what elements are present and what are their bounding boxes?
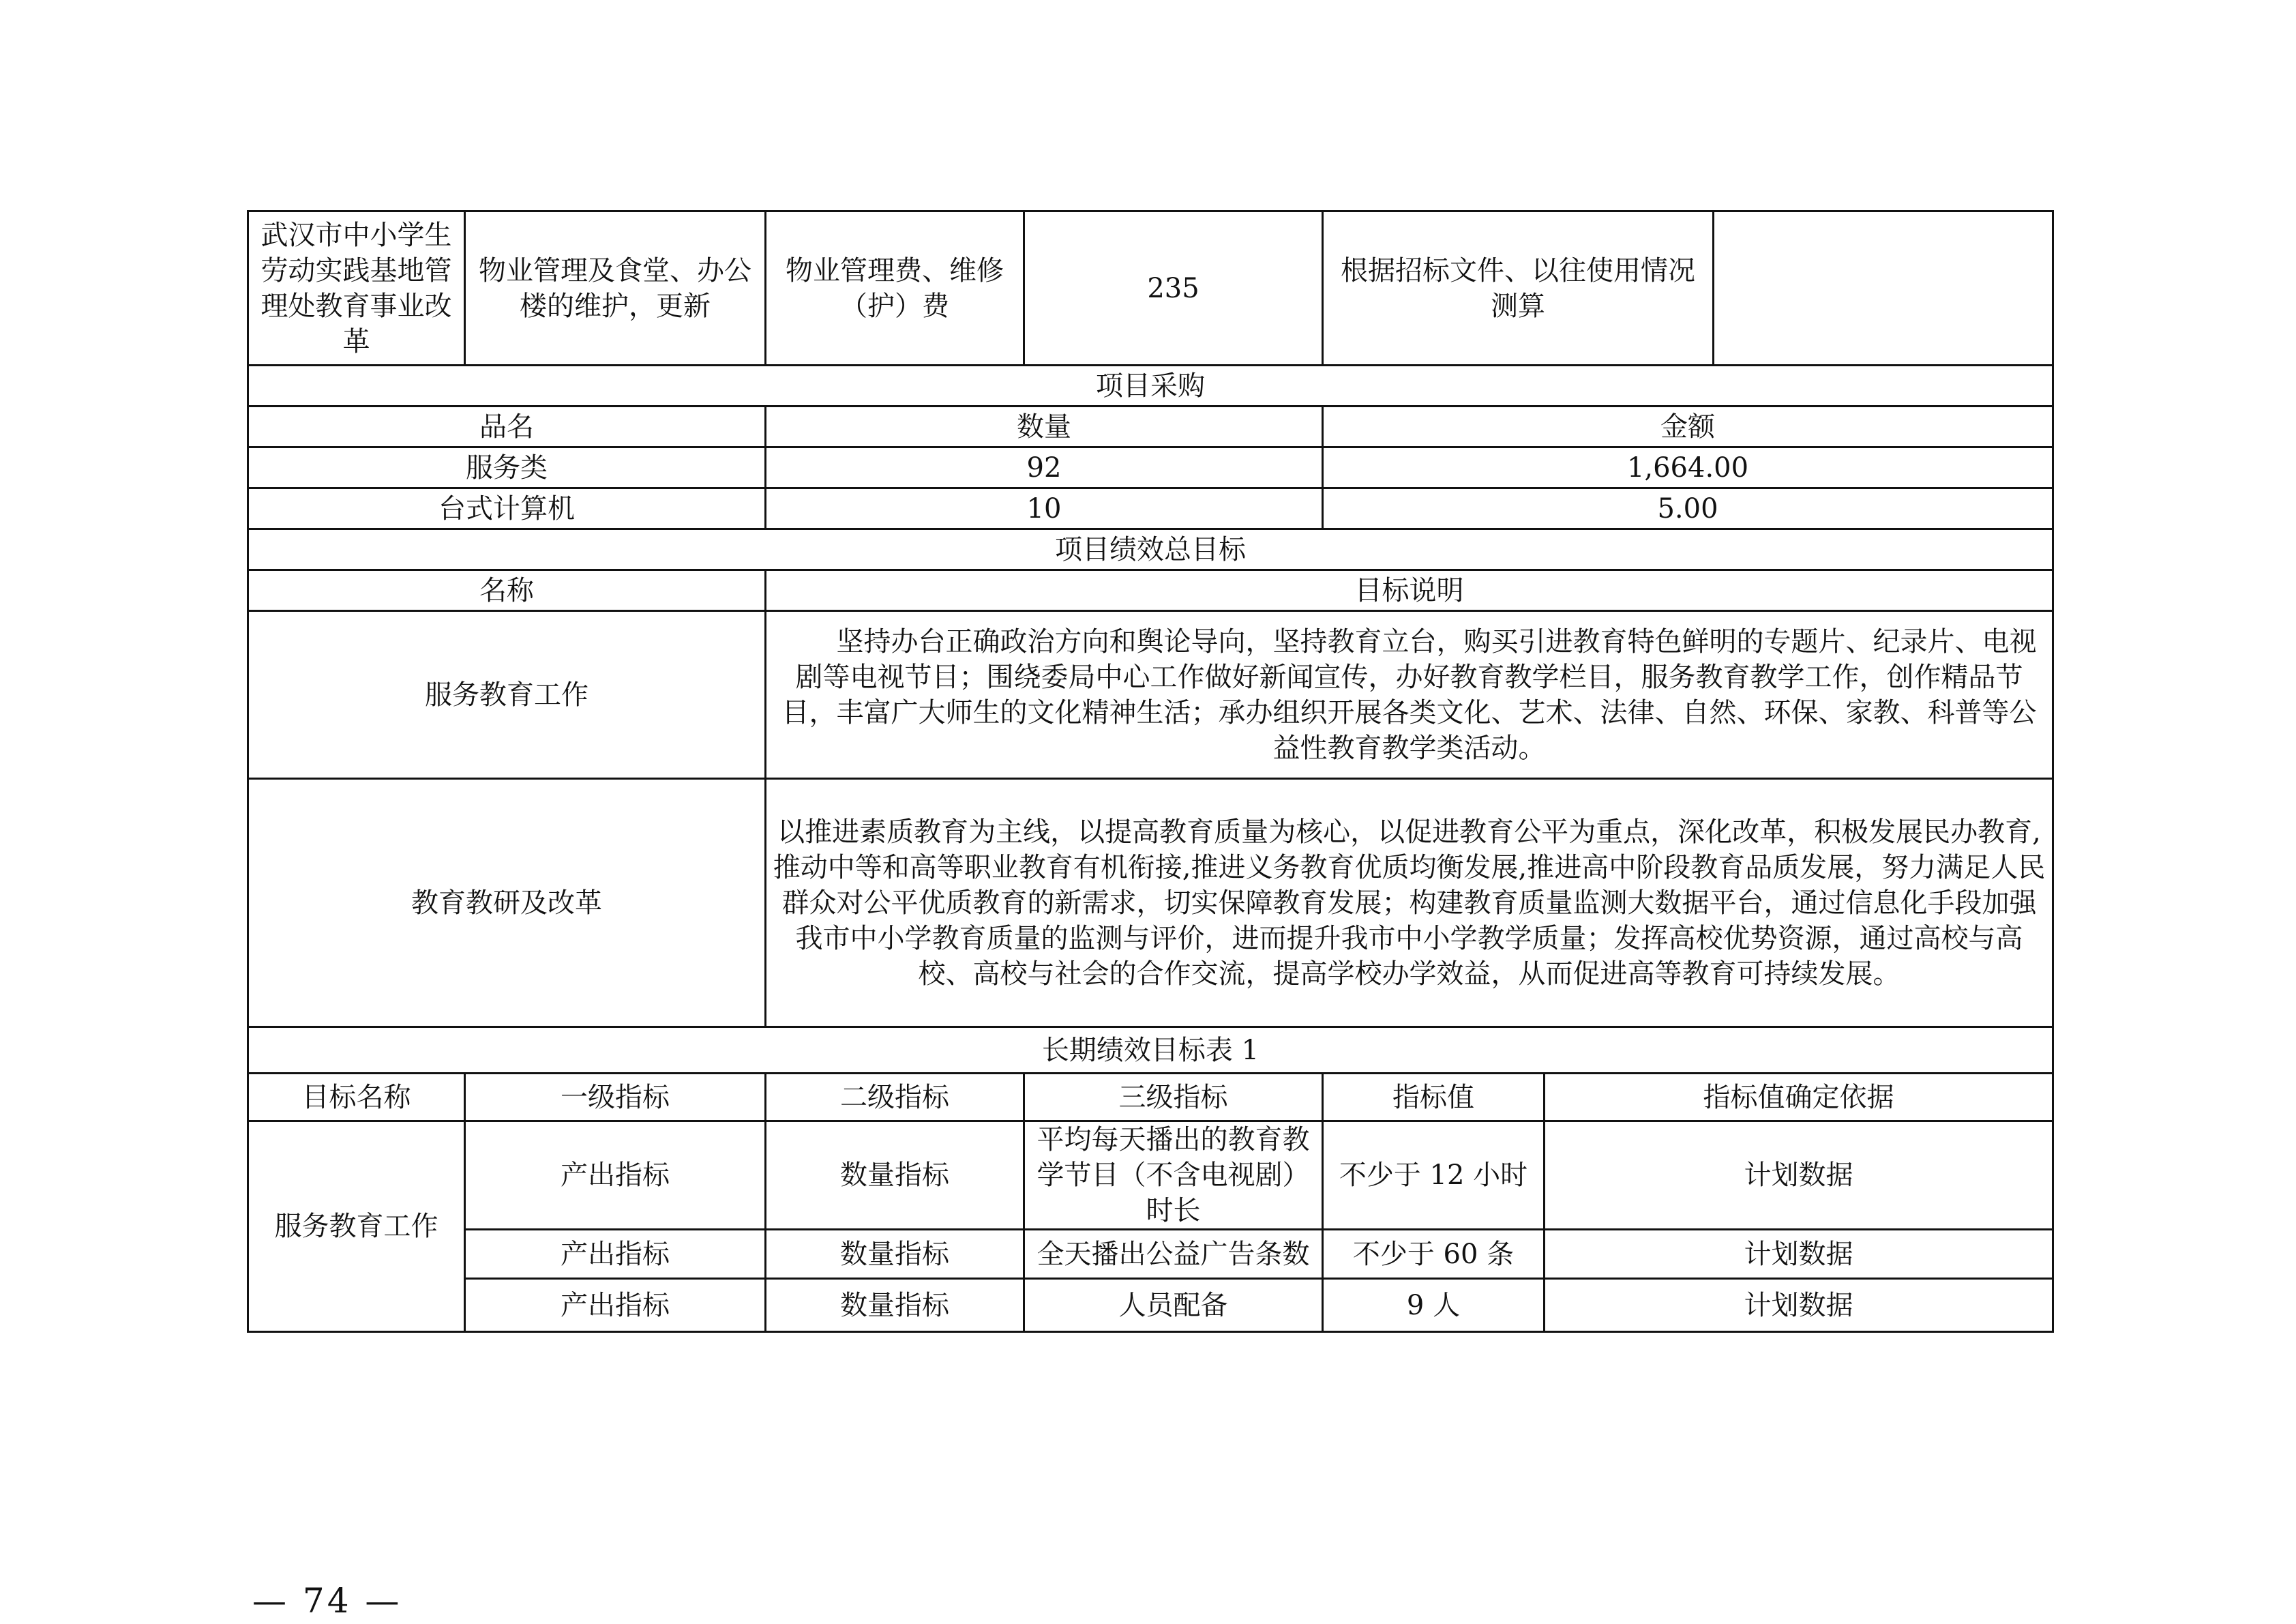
- overall-goals-header-name: 名称: [248, 570, 766, 611]
- long-term-row: [248, 1121, 2053, 1230]
- procurement-row: [248, 447, 2053, 488]
- procurement-title-row: [248, 366, 2053, 407]
- amount-cell: 235: [1024, 211, 1323, 366]
- long-term-header-row: [248, 1074, 2053, 1121]
- overall-goals-header-desc: 目标说明: [766, 570, 2053, 611]
- long-term-row: [248, 1230, 2053, 1279]
- budget-table: [247, 210, 2054, 1333]
- overall-goals-title-row: [248, 529, 2053, 570]
- expense-row: [248, 211, 2053, 366]
- long-term-goal-name: 服务教育工作: [248, 1121, 465, 1332]
- basis-cell: 计划数据: [1545, 1279, 2053, 1332]
- level1-cell: 产出指标: [465, 1121, 766, 1230]
- value-cell: 不少于 12 小时: [1323, 1121, 1545, 1230]
- level3-cell: 平均每天播出的教育教学节目（不含电视剧）时长: [1024, 1121, 1323, 1230]
- header-value-basis: 指标值确定依据: [1545, 1074, 2053, 1121]
- procurement-item-amount: 5.00: [1323, 488, 2053, 529]
- value-cell: 不少于 60 条: [1323, 1230, 1545, 1279]
- header-goal-name: 目标名称: [248, 1074, 465, 1121]
- basis-cell: 根据招标文件、以往使用情况测算: [1323, 211, 1714, 366]
- long-term-title-row: [248, 1027, 2053, 1074]
- long-term-title: 长期绩效目标表 1: [248, 1027, 2053, 1074]
- level1-cell: 产出指标: [465, 1279, 766, 1332]
- goal-name: 教育教研及改革: [248, 779, 766, 1027]
- overall-goal-row: [248, 779, 2053, 1027]
- procurement-row: [248, 488, 2053, 529]
- procurement-header-name: 品名: [248, 407, 766, 447]
- value-cell: 9 人: [1323, 1279, 1545, 1332]
- procurement-item-name: 服务类: [248, 447, 766, 488]
- goal-description: 以推进素质教育为主线，以提高教育质量为核心，以促进教育公平为重点，深化改革，积极发展民办教育,推动中等和高等职业教育有机衔接,推进义务教育优质均衡发展,推进高中阶段教育品质发展，努力满足人民群众对公平优质教育的新需求，切实保障教育发展；构建教育质量监测大数据平台，通过信息化手段加强我市中小学教育质量的监测与评价，进而提升我市中小学教学质量；发挥高校优势资源，通过高校与高校、高校与社会的合作交流，提高学校办学效益，从而促进高等教育可持续发展。: [766, 779, 2053, 1027]
- expense-cell: 物业管理费、维修（护）费: [766, 211, 1024, 366]
- procurement-item-qty: 10: [766, 488, 1323, 529]
- overall-goals-header-row: [248, 570, 2053, 611]
- procurement-item-name: 台式计算机: [248, 488, 766, 529]
- procurement-title: 项目采购: [248, 366, 2053, 407]
- procurement-header-amount: 金额: [1323, 407, 2053, 447]
- header-level1: 一级指标: [465, 1074, 766, 1121]
- procurement-item-amount: 1,664.00: [1323, 447, 2053, 488]
- level2-cell: 数量指标: [766, 1121, 1024, 1230]
- level1-cell: 产出指标: [465, 1230, 766, 1279]
- basis-cell: 计划数据: [1545, 1230, 2053, 1279]
- unit-cell: 武汉市中小学生劳动实践基地管理处教育事业改革: [248, 211, 465, 366]
- goal-description: 坚持办台正确政治方向和舆论导向，坚持教育立台，购买引进教育特色鲜明的专题片、纪录片、电视剧等电视节目；围绕委局中心工作做好新闻宣传，办好教育教学栏目，服务教育教学工作，创作精品节目，丰富广大师生的文化精神生活；承办组织开展各类文化、艺术、法律、自然、环保、家教、科普等公益性教育教学类活动。: [766, 611, 2053, 779]
- page-number: — 74 —: [252, 1581, 402, 1621]
- level2-cell: 数量指标: [766, 1279, 1024, 1332]
- header-level2: 二级指标: [766, 1074, 1024, 1121]
- header-level3: 三级指标: [1024, 1074, 1323, 1121]
- goal-name: 服务教育工作: [248, 611, 766, 779]
- level3-cell: 全天播出公益广告条数: [1024, 1230, 1323, 1279]
- level3-cell: 人员配备: [1024, 1279, 1323, 1332]
- procurement-header-qty: 数量: [766, 407, 1323, 447]
- overall-goals-title: 项目绩效总目标: [248, 529, 2053, 570]
- level2-cell: 数量指标: [766, 1230, 1024, 1279]
- note-cell: [1714, 211, 2053, 366]
- procurement-header-row: [248, 407, 2053, 447]
- content-cell: 物业管理及食堂、办公楼的维护，更新: [465, 211, 766, 366]
- long-term-row: [248, 1279, 2053, 1332]
- overall-goal-row: [248, 611, 2053, 779]
- procurement-item-qty: 92: [766, 447, 1323, 488]
- basis-cell: 计划数据: [1545, 1121, 2053, 1230]
- header-value: 指标值: [1323, 1074, 1545, 1121]
